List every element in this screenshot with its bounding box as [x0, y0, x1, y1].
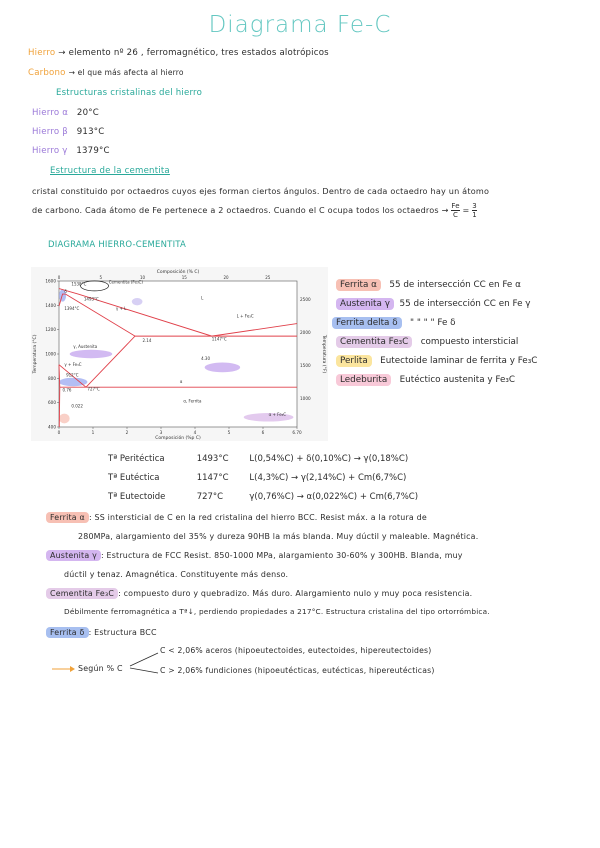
x-top-tick-label: 15 — [181, 275, 187, 280]
phase-label: 1538°C — [71, 281, 87, 287]
phase-label: 2.14 — [142, 337, 152, 343]
estructura-value: 913°C — [76, 127, 105, 137]
transformation-name: Tª Eutéctica — [108, 473, 160, 483]
description-line — [46, 628, 157, 637]
phase-label: γ, Austenita — [73, 343, 98, 349]
y-axis-label-right: Temperatura (°F) — [321, 334, 326, 374]
legend-term: Ferrita α — [336, 279, 381, 291]
cementita-heading: Estructura de la cementita — [50, 166, 170, 176]
y-right-tick-label: 1000 — [300, 396, 311, 401]
legend-item — [336, 299, 531, 309]
y-tick-label: 400 — [48, 424, 56, 430]
estructura-row — [32, 108, 99, 118]
estructura-value: 20°C — [76, 108, 99, 118]
classification-lead: Según % C — [78, 664, 123, 673]
carbono-term: Carbono — [28, 68, 66, 78]
transformation-temp: 1147°C — [196, 473, 229, 483]
legend-desc: Eutéctico austenita y Fe₃C — [399, 375, 516, 385]
phase-label: 1147°C — [211, 336, 227, 342]
x-top-tick-label: 20 — [223, 275, 229, 280]
x-tick-label: 6 — [261, 430, 265, 435]
y-tick-label: 1000 — [45, 351, 56, 357]
transformation-name: Tª Eutectoide — [108, 492, 166, 502]
legend-desc: 55 de intersección CC en Fe α — [389, 280, 521, 290]
legend-item — [336, 356, 537, 366]
x-top-tick-label: 0 — [57, 275, 61, 280]
legend-term: Perlita — [336, 355, 372, 367]
austenite-region-blob — [70, 350, 113, 359]
paragraph-line-2 — [32, 202, 477, 219]
x-tick-label: 6.70 — [292, 430, 302, 435]
phase-label: δ — [64, 289, 67, 295]
y-right-tick-label: 2500 — [300, 297, 311, 302]
legend-desc: " " " " Fe δ — [410, 318, 456, 328]
legend-item — [336, 280, 521, 290]
upper-branch — [130, 653, 158, 666]
y-right-tick-label: 1500 — [300, 363, 311, 368]
transformation-temp: 727°C — [196, 492, 224, 502]
x-tick-label: 0 — [57, 430, 61, 435]
x-tick-label: 5 — [227, 430, 231, 435]
phase-label: 727°C — [87, 386, 100, 392]
phase-label: γ + Fe₃C — [64, 362, 82, 368]
description-text: : Estructura BCC — [88, 628, 157, 637]
gamma-cementite-blob — [205, 363, 241, 373]
transformation-row — [108, 454, 408, 464]
paragraph-line-2-text: de carbono. Cada átomo de Fe pertenece a 2 octaedros. Cuando el C ocupa todos los octaedros → — [32, 205, 449, 215]
legend-item — [336, 375, 515, 385]
estructura-label: Hierro γ — [32, 146, 68, 156]
description-term: Cementita Fe₃C — [46, 588, 118, 599]
transformation-row — [108, 492, 418, 502]
chart-title: Composición (% C) — [156, 270, 200, 275]
frac-top: 3 — [472, 202, 477, 210]
description-line — [46, 589, 472, 598]
x-tick-label: 3 — [159, 430, 163, 435]
hierro-line — [28, 48, 329, 58]
x-tick-label: 2 — [125, 430, 129, 435]
frac-top: Fe — [451, 202, 460, 210]
lower-branch — [130, 668, 158, 673]
ferrite-alpha-blob — [59, 414, 70, 424]
legend-term: Ferrita delta δ — [332, 317, 402, 329]
legend-item — [336, 337, 518, 347]
description-term: Ferrita α — [46, 512, 89, 523]
estructura-row — [32, 146, 110, 156]
fe-c-fraction — [451, 202, 459, 219]
description-term: Ferrita δ — [46, 627, 89, 638]
description-line — [46, 551, 463, 560]
transformation-reaction: γ(0,76%C) → α(0,022%C) + Cm(6,7%C) — [249, 492, 419, 502]
phase-label: 912°C — [66, 372, 79, 378]
estructura-label: Hierro β — [32, 127, 68, 137]
x-top-tick-label: 10 — [139, 275, 146, 280]
classification-lower: C > 2,06% fundiciones (hipoeutécticas, eutécticas, hipereutécticas) — [160, 666, 435, 675]
carbono-line — [28, 68, 184, 78]
frac-bottom: 1 — [472, 211, 477, 219]
transformation-row — [108, 473, 406, 483]
legend-item — [332, 318, 456, 328]
description-text: : SS intersticial de C en la red cristalina del hierro BCC. Resist máx. a la rotura de — [88, 513, 427, 522]
hierro-term: Hierro — [28, 48, 56, 58]
legend-desc: 55 de intersección CC en Fe γ — [399, 299, 531, 309]
description-line-2: dúctil y tenaz. Amagnética. Constituyente más denso. — [64, 570, 289, 579]
phase-label: α — [179, 379, 183, 385]
phase-label: α, Ferrita — [183, 398, 202, 404]
transformation-reaction: L(4,3%C) → γ(2,14%C) + Cm(6,7%C) — [249, 473, 407, 483]
transformation-temp: 1493°C — [196, 454, 229, 464]
y-tick-label: 600 — [48, 400, 56, 406]
y-right-tick-label: 2000 — [300, 330, 311, 335]
transformation-reaction: L(0,54%C) + δ(0,10%C) → γ(0,18%C) — [249, 454, 409, 464]
legend-desc: Eutectoide laminar de ferrita y Fe₃C — [380, 356, 538, 366]
carbono-text: → el que más afecta al hierro — [68, 68, 184, 77]
orange-arrow-head — [70, 666, 75, 672]
phase-label: 1493°C — [83, 296, 99, 302]
phase-label: 4.30 — [201, 356, 210, 362]
estructura-label: Hierro α — [32, 108, 69, 118]
x-top-tick-label: 25 — [265, 275, 271, 280]
y-tick-label: 1400 — [45, 302, 56, 308]
y-tick-label: 1200 — [45, 327, 56, 333]
phase-label: γ + L — [115, 306, 127, 312]
y-axis-label: Temperatura (°C) — [33, 334, 38, 374]
x-top-tick-label: 5 — [99, 275, 103, 280]
description-text: : Estructura de FCC Resist. 850-1000 MPa, alargamiento 30-60% y 300HB. Blanda, muy — [100, 551, 463, 560]
phase-label: α + Fe₃C — [268, 412, 287, 418]
legend-term: Cementita Fe₃C — [336, 336, 412, 348]
legend-desc: compuesto intersticial — [420, 337, 519, 347]
phase-label: L + Fe₃C — [236, 313, 254, 319]
estructura-value: 1379°C — [76, 146, 110, 156]
diagram-heading: DIAGRAMA HIERRO-CEMENTITA — [48, 240, 187, 250]
x-axis-label: Composición (%p C) — [155, 436, 201, 441]
liquid-blob — [132, 298, 143, 305]
hierro-text: → elemento nº 26 , ferromagnético, tres estados alotrópicos — [58, 48, 329, 58]
page-title: Diagrama Fe-C — [208, 12, 392, 38]
y-tick-label: 800 — [48, 375, 56, 381]
transformation-name: Tª Peritéctica — [108, 454, 165, 464]
estructura-row — [32, 127, 104, 137]
legend-term: Ledeburita — [336, 374, 391, 386]
classification-upper: C < 2,06% aceros (hipoeutectoides, eutectoides, hipereutectoides) — [160, 646, 432, 655]
frac-bottom: C — [453, 211, 459, 219]
phase-label: 0.022 — [71, 403, 83, 409]
equals-sign: = — [462, 205, 470, 215]
x-tick-label: 1 — [91, 430, 95, 435]
description-line-2: 280MPa, alargamiento del 35% y dureza 90HB la más blanda. Muy dúctil y maleable. Magnética. — [78, 532, 479, 541]
y-tick-label: 1600 — [45, 278, 56, 284]
legend-term: Austenita γ — [336, 298, 394, 310]
description-text: : compuesto duro y quebradizo. Más duro. Alargamiento nulo y muy poca resistencia. — [118, 589, 473, 598]
description-line-2: Débilmente ferromagnética a Tª↓, perdiendo propiedades a 217°C. Estructura cristalina del tipo ortorrómbica. — [64, 607, 490, 616]
phase-label: 0.76 — [62, 387, 72, 393]
paragraph-line-1: cristal constituido por octaedros cuyos ejes forman ciertos ángulos. Dentro de cada octaedro hay un átomo — [32, 186, 490, 196]
description-term: Austenita γ — [46, 550, 101, 561]
phase-label: L — [201, 295, 204, 301]
ratio-fraction — [472, 202, 477, 219]
x-tick-label: 4 — [193, 430, 197, 435]
phase-label: Cementita (Fe₃C) — [108, 279, 143, 285]
fe-c-phase-diagram — [31, 267, 328, 441]
phase-label: 1394°C — [64, 306, 80, 312]
estructuras-heading: Estructuras cristalinas del hierro — [56, 88, 203, 98]
description-line — [46, 513, 427, 522]
